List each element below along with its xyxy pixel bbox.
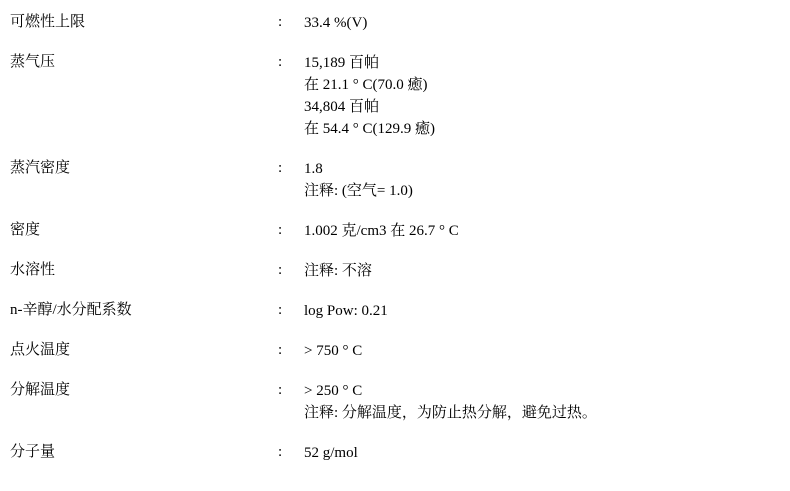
- property-separator: :: [278, 342, 283, 358]
- property-value: [304, 260, 597, 300]
- property-label: 点火温度: [10, 342, 71, 358]
- property-value: [304, 380, 597, 442]
- property-separator: :: [278, 262, 283, 278]
- table-row: [10, 12, 597, 52]
- value-line: 52 g/mol: [304, 445, 358, 461]
- table-row: [10, 380, 597, 442]
- table-row: [10, 52, 597, 158]
- property-label: 分解温度: [10, 382, 71, 398]
- property-value: [304, 340, 597, 380]
- value-line: 注释: (空气= 1.0): [304, 183, 413, 199]
- property-separator: :: [278, 222, 283, 238]
- property-label: n-辛醇/水分配系数: [10, 302, 132, 318]
- property-label: 蒸气压: [10, 54, 56, 70]
- value-line: 34,804 百帕: [304, 99, 380, 115]
- property-separator: :: [278, 382, 283, 398]
- property-value: [304, 300, 597, 340]
- property-separator: :: [278, 302, 283, 318]
- property-separator: :: [278, 444, 283, 460]
- table-row: [10, 340, 597, 380]
- table-row: [10, 300, 597, 340]
- property-value: [304, 220, 597, 260]
- table-row: [10, 260, 597, 300]
- property-label: 可燃性上限: [10, 14, 86, 30]
- value-line: 1.002 克/cm3 在 26.7 ° C: [304, 223, 459, 239]
- value-line: log Pow: 0.21: [304, 303, 388, 319]
- property-label: 分子量: [10, 444, 56, 460]
- value-line: 注释: 分解温度，为防止热分解，避免过热。: [304, 405, 597, 421]
- property-value: [304, 52, 597, 158]
- value-line: 1.8: [304, 161, 323, 177]
- value-line: 在 21.1 ° C(70.0 癒): [304, 77, 428, 93]
- value-line: 33.4 %(V): [304, 15, 368, 31]
- value-line: 注释: 不溶: [304, 263, 372, 279]
- value-line: > 250 ° C: [304, 383, 363, 399]
- value-line: > 750 ° C: [304, 343, 363, 359]
- value-line: 在 54.4 ° C(129.9 癒): [304, 121, 435, 137]
- properties-table: [10, 12, 597, 464]
- property-label: 密度: [10, 222, 41, 238]
- table-row: [10, 220, 597, 260]
- document-page: [0, 12, 790, 491]
- value-line: 15,189 百帕: [304, 55, 380, 71]
- table-row: [10, 158, 597, 220]
- property-separator: :: [278, 160, 283, 176]
- property-value: [304, 442, 597, 464]
- property-label: 水溶性: [10, 262, 56, 278]
- table-row: [10, 442, 597, 464]
- property-value: [304, 158, 597, 220]
- properties-table-body: [10, 12, 597, 464]
- property-separator: :: [278, 54, 283, 70]
- property-value: [304, 12, 597, 52]
- property-label: 蒸汽密度: [10, 160, 71, 176]
- property-separator: :: [278, 14, 283, 30]
